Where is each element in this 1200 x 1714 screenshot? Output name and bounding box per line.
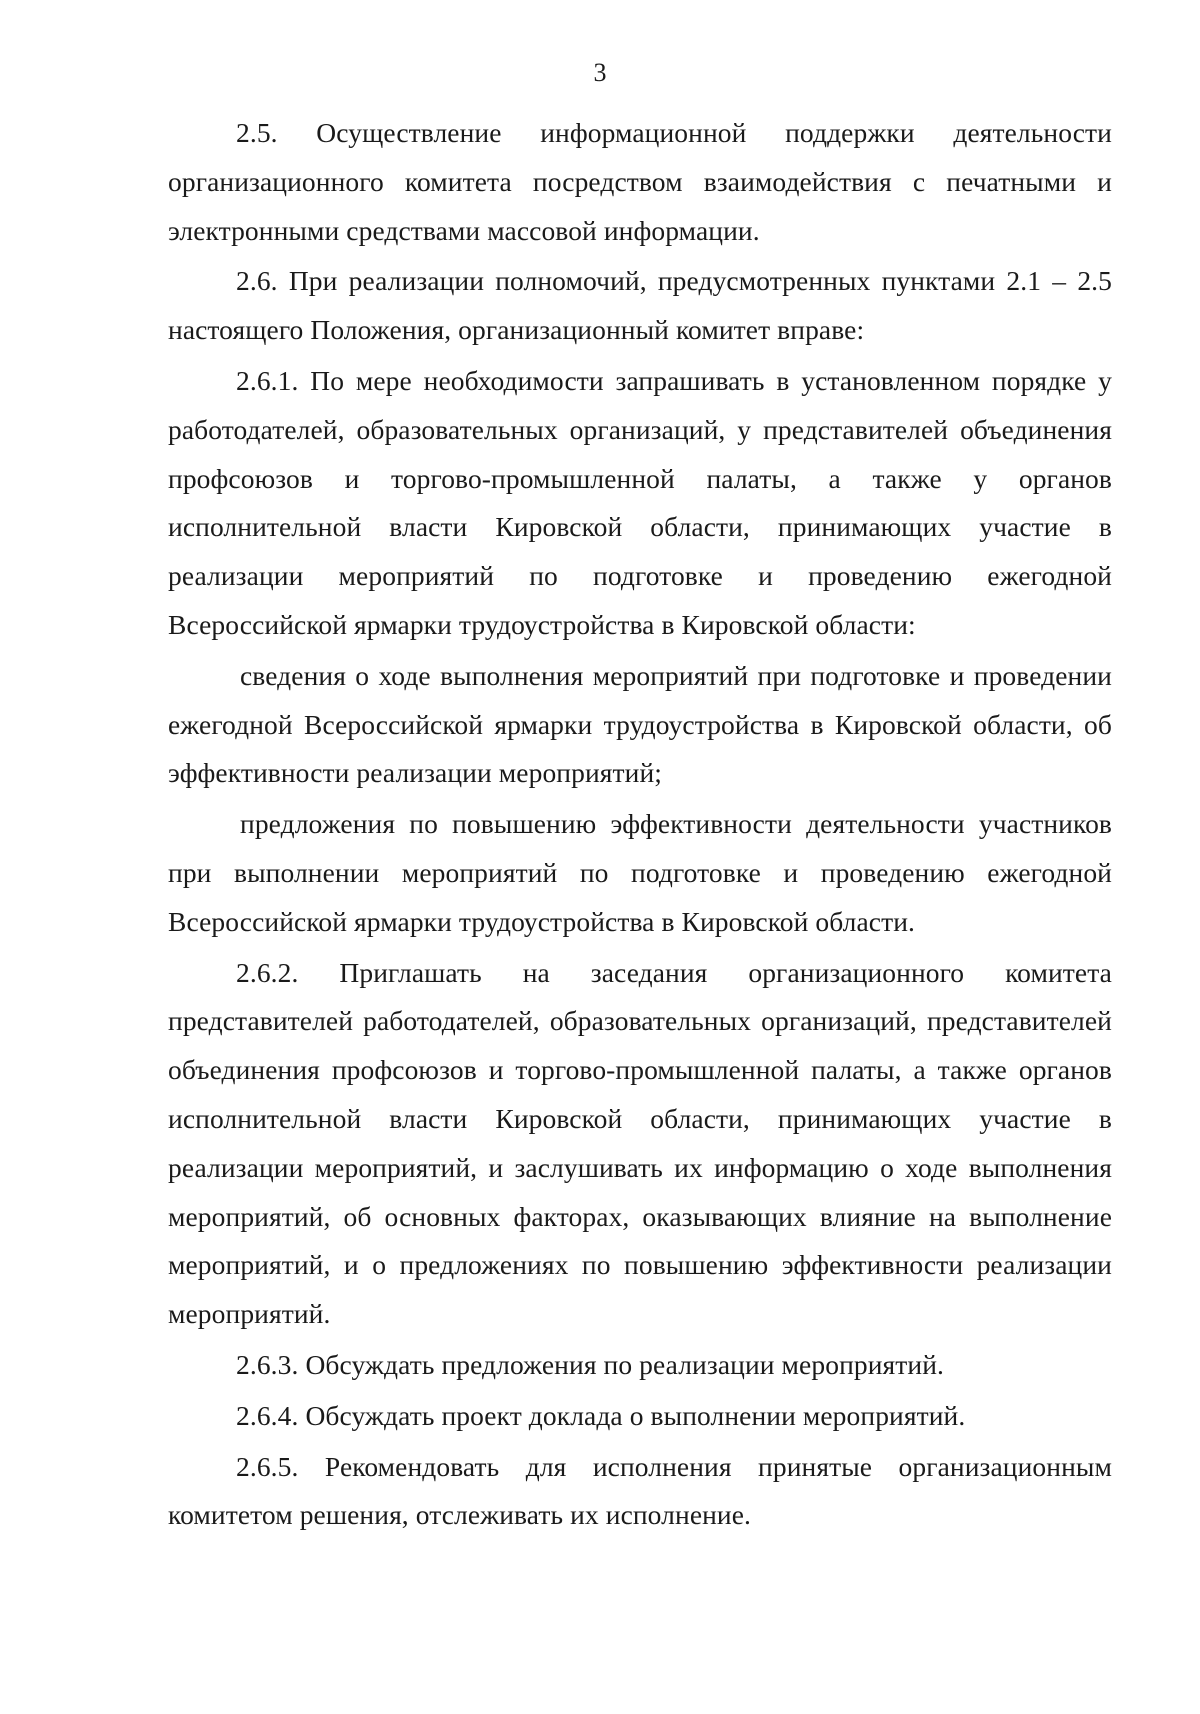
paragraph-info-progress: сведения о ходе выполнения мероприятий при подготовке и проведении ежегодной Всероссийской ярмарки трудоустройства в Кировской области, об эффективности реализации мероприятий;	[168, 659, 1112, 789]
paragraph-proposals: предложения по повышению эффективности деятельности участников при выполнении мероприятий по подготовке и проведению ежегодной Всероссийской ярмарки трудоустройства в Кировской области.	[168, 808, 1112, 937]
page-number: 3	[593, 58, 607, 87]
paragraph-2-6-3: 2.6.3. Обсуждать предложения по реализации мероприятий.	[236, 1348, 945, 1380]
paragraph-2-5: 2.5. Осуществление информационной поддержки деятельности организационного комитета посредством взаимодействия с печатными и электронными средствами массовой информации.	[168, 117, 1112, 246]
paragraph-2-6: 2.6. При реализации полномочий, предусмотренных пунктами 2.1 – 2.5 настоящего Положения, организационный комитет вправе:	[168, 265, 1112, 346]
paragraph-2-6-5: 2.6.5. Рекомендовать для исполнения принятые организационным комитетом решения, отслеживать их исполнение.	[168, 1450, 1112, 1531]
paragraph-2-6-4: 2.6.4. Обсуждать проект доклада о выполнении мероприятий.	[236, 1399, 966, 1431]
document-body	[168, 109, 1112, 1540]
paragraph-2-6-1: 2.6.1. По мере необходимости запрашивать в установленном порядке у работодателей, образовательных организаций, у представителей объединения профсоюзов и торгово-промышленной палаты, а также у органов исполнительной власти Кировской области, принимающих участие в реализации мероприятий по подготовке и проведению ежегодной Всероссийской ярмарки трудоустройства в Кировской области:	[168, 364, 1112, 640]
paragraph-2-6-2: 2.6.2. Приглашать на заседания организационного комитета представителей работодателей, образовательных организаций, представителей объединения профсоюзов и торгово-промышленной палаты, а также органов исполнительной власти Кировской области, принимающих участие в реализации мероприятий, и заслушивать их информацию о ходе выполнения мероприятий, об основных факторах, оказывающих влияние на выполнение мероприятий, и о предложениях по повышению эффективности реализации мероприятий.	[168, 956, 1112, 1330]
